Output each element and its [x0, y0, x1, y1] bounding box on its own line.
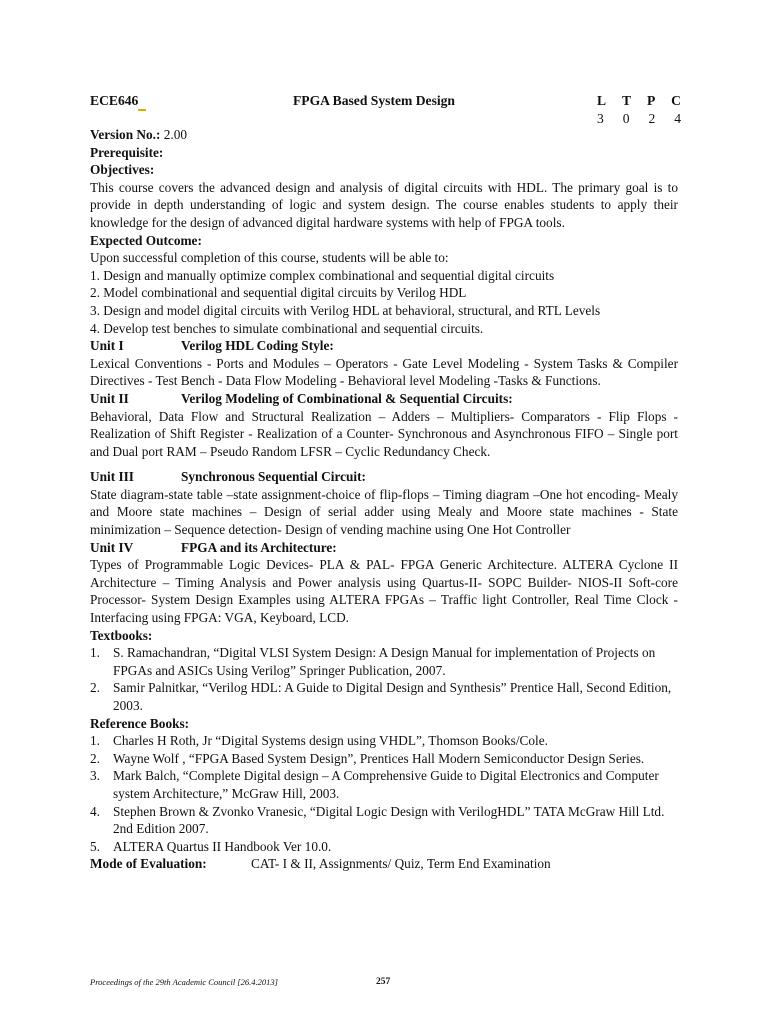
unit-content: Types of Programmable Logic Devices- PLA & PAL- FPGA Generic Architecture. ALTERA Cyclone II Architecture – Timing Analysis and Power analysis using Quartus-II- SOPC Builder- NIOS-II Soft-core Processor- System Design Examples using ALTERA FPGAs – Traffic light Controller, Real Time Clock - Interfacing using FPGA: VGA, Keyboard, LCD.	[90, 557, 678, 626]
list-text: Charles H Roth, Jr “Digital Systems design using VHDL”, Thomson Books/Cole.	[113, 733, 548, 749]
version-value: 2.00	[163, 127, 188, 142]
list-text: S. Ramachandran, “Digital VLSI System Design: A Design Manual for implementation of Projects on FPGAs and ASICs Using Verilog” Springer Publication, 2007.	[113, 645, 656, 678]
list-number: 2.	[90, 680, 100, 696]
course-header	[90, 92, 681, 126]
page-footer	[90, 977, 690, 987]
list-item	[90, 732, 678, 750]
list-text: Stephen Brown & Zvonko Vranesic, “Digital Logic Design with VerilogHDL” TATA McGraw Hill Ltd. 2nd Edition 2007.	[113, 803, 665, 837]
list-item	[90, 767, 678, 802]
list-number: 1.	[90, 733, 100, 749]
unit-heading	[90, 390, 678, 408]
ltpc-label-p: P	[646, 93, 656, 108]
unit-title: FPGA and its Architecture:	[181, 539, 337, 555]
outcome-item: 1. Design and manually optimize complex combinational and sequential digital circuits	[90, 267, 555, 283]
ltpc-label-t: T	[621, 93, 632, 108]
outcome-item: 3. Design and model digital circuits with Verilog HDL at behavioral, structural, and RTL Levels	[90, 302, 601, 318]
list-text: Samir Palnitkar, “Verilog HDL: A Guide to Digital Design and Synthesis” Prentice Hall, Second Edition, 2003.	[113, 680, 672, 713]
proceedings-note: Proceedings of the 29th Academic Council [26.4.2013]	[90, 977, 278, 987]
objectives-label: Objectives:	[90, 162, 155, 178]
outcome-item: 2. Model combinational and sequential digital circuits by Verilog HDL	[90, 285, 467, 301]
list-number: 2.	[90, 750, 100, 766]
unit-title: Verilog Modeling of Combinational & Sequential Circuits:	[181, 390, 513, 406]
version-label: Version No.:	[90, 127, 161, 142]
unit-content: Lexical Conventions - Ports and Modules – Operators - Gate Level Modeling - System Tasks & Compiler Directives - Test Bench - Data Flow Modeling - Behavioral level Modeling -Tasks & Functions.	[90, 355, 678, 389]
list-number: 5.	[90, 838, 100, 854]
course-code-text: ECE646	[90, 93, 139, 108]
page-number: 257	[376, 977, 391, 987]
spacer	[90, 460, 678, 468]
list-item	[90, 803, 678, 838]
list-number: 1.	[90, 645, 100, 661]
textbooks-label: Textbooks:	[90, 627, 153, 643]
list-number: 3.	[90, 768, 100, 784]
ltpc-label-l: L	[597, 93, 607, 108]
unit-heading	[90, 539, 678, 557]
unit-content: Behavioral, Data Flow and Structural Realization – Adders – Multipliers- Comparators - Flip Flops - Realization of Shift Register - Realization of a Counter- Synchronous and Asynchronous FIFO – Single port and Dual port RAM – Pseudo Random LFSR – Cyclic Redundancy Check.	[90, 408, 678, 459]
unit-number: Unit III	[90, 469, 134, 485]
list-item	[90, 750, 678, 768]
unit-heading	[90, 468, 678, 486]
unit-title: Synchronous Sequential Circuit:	[181, 469, 366, 485]
ltpc-value-c: 4	[674, 110, 681, 126]
syllabus-page	[90, 92, 681, 873]
list-text: Mark Balch, “Complete Digital design – A Comprehensive Guide to Digital Electronics and Computer system Architecture,” McGraw Hill, 2003.	[113, 768, 659, 801]
unit-number: Unit IV	[90, 539, 134, 555]
ltpc-value-l: 3	[597, 110, 604, 126]
textbooks-list	[90, 644, 678, 714]
unit-number: Unit II	[90, 390, 129, 406]
evaluation-label: Mode of Evaluation:	[90, 856, 207, 872]
references-list	[90, 732, 678, 855]
list-item	[90, 679, 678, 714]
outcome-item: 4. Develop test benches to simulate combinational and sequential circuits.	[90, 320, 484, 336]
list-item	[90, 644, 678, 679]
unit-title: Verilog HDL Coding Style:	[181, 338, 334, 354]
evaluation-value: CAT- I & II, Assignments/ Quiz, Term End Examination	[251, 856, 551, 872]
list-text: Wayne Wolf , “FPGA Based System Design”, Prentices Hall Modern Semiconductor Design Series.	[113, 750, 645, 766]
unit-number: Unit I	[90, 338, 124, 354]
references-label: Reference Books:	[90, 715, 190, 731]
outcome-intro: Upon successful completion of this course, students will be able to:	[90, 250, 449, 266]
ltpc-table	[597, 92, 681, 127]
ltpc-value-t: 0	[622, 110, 630, 126]
course-code	[90, 92, 138, 110]
ltpc-labels	[597, 92, 681, 110]
objectives-text: This course covers the advanced design and analysis of digital circuits with HDL. The primary goal is to provide in depth understanding of logic and system design. The course enables students to apply their knowledge for the design of advanced digital hardware systems with help of FPGA tools.	[90, 179, 678, 230]
ltpc-label-c: C	[671, 93, 681, 108]
version-line	[90, 126, 678, 144]
unit-heading	[90, 337, 678, 355]
list-text: ALTERA Quartus II Handbook Ver 10.0.	[113, 838, 332, 854]
ltpc-value-p: 2	[648, 110, 656, 126]
list-number: 4.	[90, 803, 100, 819]
spellcheck-marker	[138, 104, 146, 111]
outcome-label: Expected Outcome:	[90, 232, 202, 248]
evaluation-line	[90, 855, 678, 873]
course-title: FPGA Based System Design	[293, 93, 455, 108]
unit-content: State diagram-state table –state assignment-choice of flip-flops – Timing diagram –One hot encoding- Mealy and Moore state machines – Design of serial adder using Mealy and Moore state machines - State minimization – Sequence detection- Design of vending machine using One Hot Controller	[90, 486, 678, 538]
prerequisite-label: Prerequisite:	[90, 144, 164, 160]
list-item	[90, 838, 678, 856]
ltpc-values	[597, 110, 681, 128]
